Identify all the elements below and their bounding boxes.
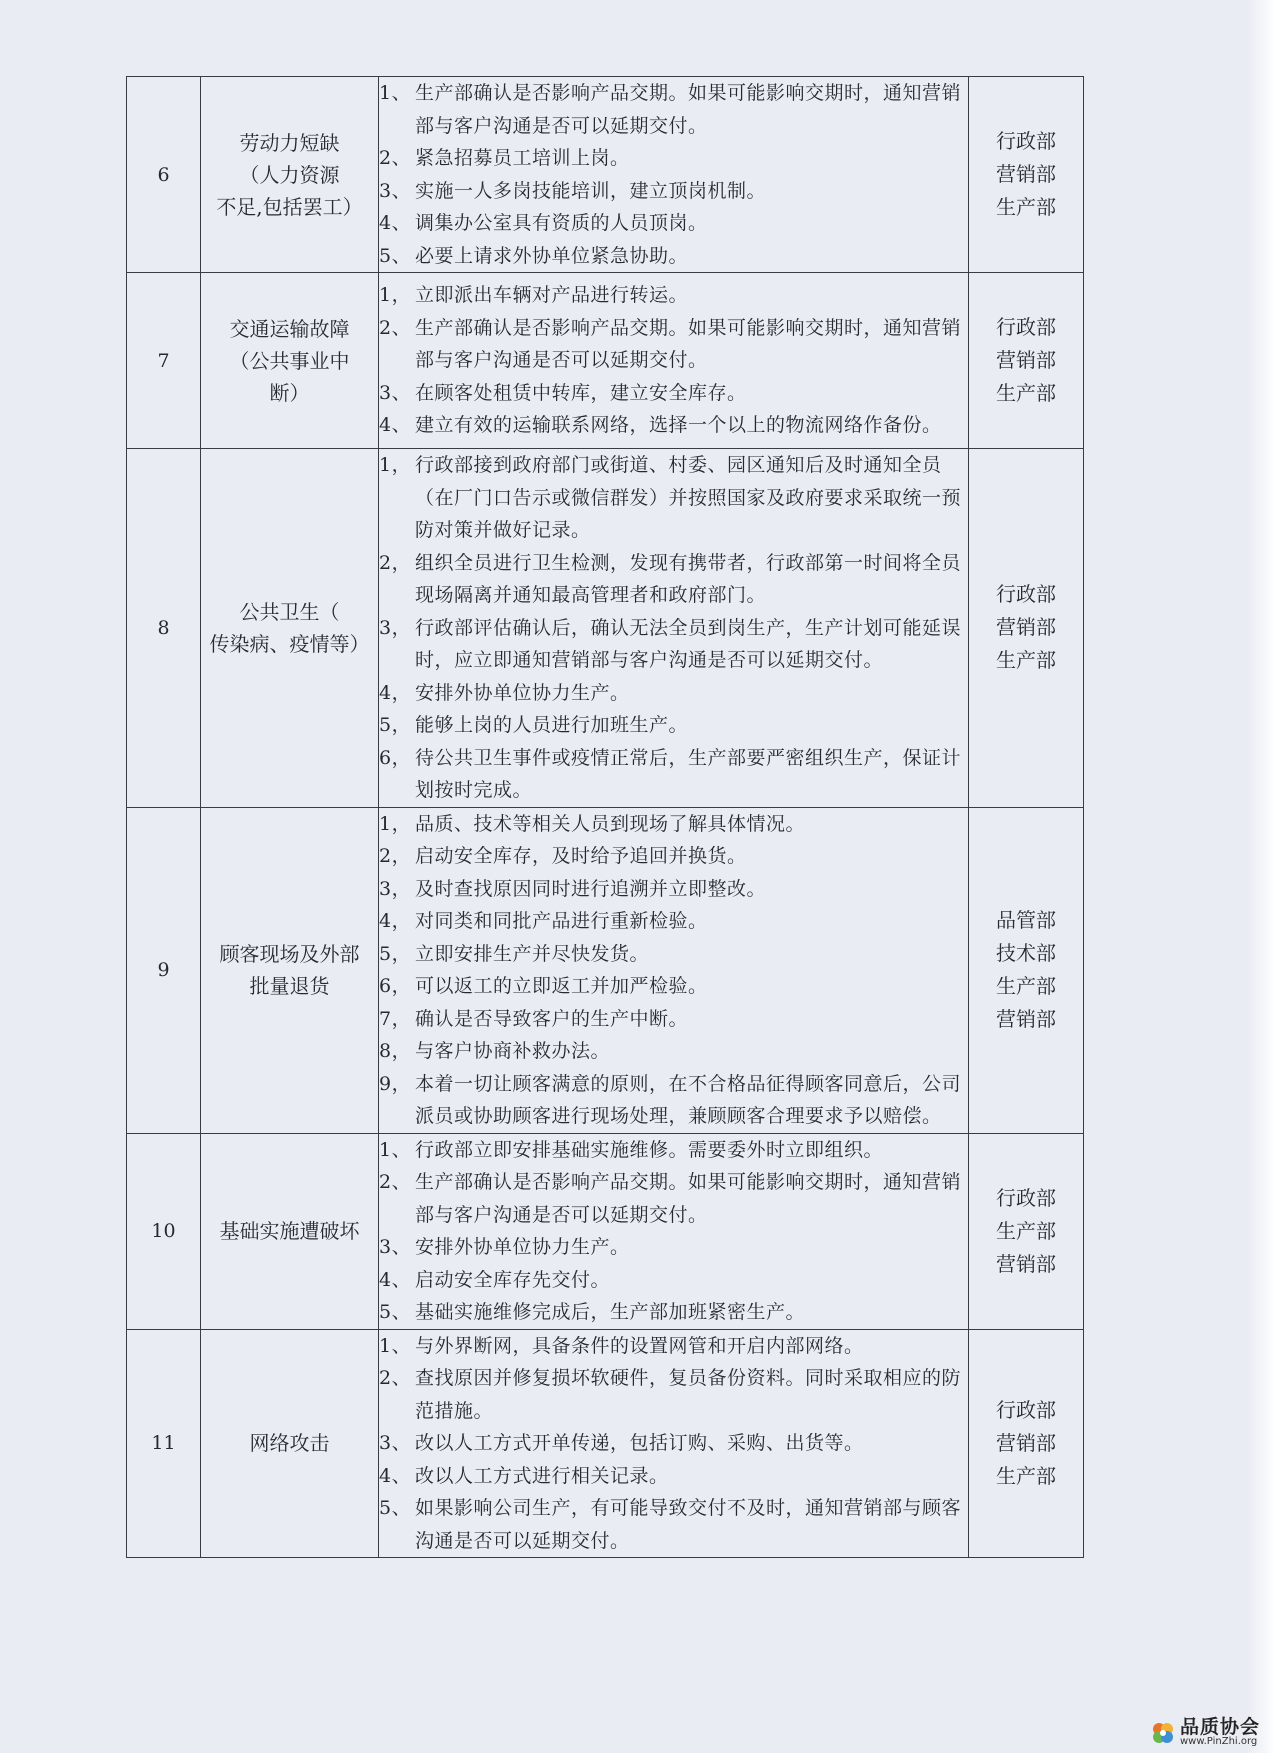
measure-index: 7， xyxy=(379,1007,412,1030)
department-cell xyxy=(969,273,1084,449)
measure-index: 3、 xyxy=(379,381,412,404)
measure-text: 行政部评估确认后，确认无法全员到岗生产，生产计划可能延误时，应立即通知营销部与客户沟通是否可以延期交付。 xyxy=(415,616,962,671)
measure-item xyxy=(379,1003,968,1036)
measure-text: 安排外协单位协力生产。 xyxy=(415,1236,630,1258)
watermark-url: www.PinZhi.org xyxy=(1180,1736,1258,1747)
measure-item xyxy=(379,970,968,1003)
measure-text: 建立有效的运输联系网络，选择一个以上的物流网络作备份。 xyxy=(415,414,942,437)
measure-item xyxy=(379,612,968,677)
measure-item xyxy=(379,1166,968,1231)
measure-text: 品质、技术等相关人员到现场了解具体情况。 xyxy=(415,812,806,835)
measure-index: 5、 xyxy=(379,1301,412,1323)
measure-text: 立即派出车辆对产品进行转运。 xyxy=(415,284,689,307)
measure-index: 2， xyxy=(379,845,412,867)
department-cell xyxy=(969,77,1084,273)
measure-index: 6， xyxy=(379,975,412,997)
measure-item xyxy=(379,742,968,807)
watermark-name: 品质协会 xyxy=(1180,1716,1261,1738)
measure-index: 2、 xyxy=(379,316,412,339)
measure-text: 本着一切让顾客满意的原则，在不合格品征得顾客同意后，公司派员或协助顾客进行现场处理，兼顾顾客合理要求予以赔偿。 xyxy=(415,1072,962,1127)
department-name: 营销部 xyxy=(996,348,1056,372)
measure-index: 3， xyxy=(379,616,412,639)
measures-cell xyxy=(379,1329,969,1558)
measures-cell xyxy=(379,273,969,449)
measure-text: 行政部立即安排基础实施维修。需要委外时立即组织。 xyxy=(415,1138,884,1161)
measure-text: 生产部确认是否影响产品交期。如果可能影响交期时，通知营销部与客户沟通是否可以延期交付。 xyxy=(415,82,962,137)
risk-cell xyxy=(201,1133,379,1329)
risk-line: 劳动力短缺 xyxy=(239,130,340,155)
department-name: 行政部 xyxy=(996,582,1056,607)
measure-index: 2、 xyxy=(379,1171,412,1193)
department-name: 行政部 xyxy=(996,315,1056,339)
measure-item xyxy=(379,1134,968,1167)
row-number: 7 xyxy=(127,273,201,449)
measure-text: 行政部接到政府部门或街道、村委、园区通知后及时通知全员（在厂门口告示或微信群发）并按照国家及政府要求采取统一预防对策并做好记录。 xyxy=(415,454,962,541)
measure-text: 查找原因并修复损坏软硬件，复员备份资料。同时采取相应的防范措施。 xyxy=(415,1367,962,1422)
measure-index: 4、 xyxy=(379,1464,412,1487)
risk-line: （人力资源 xyxy=(239,162,340,187)
row-number: 11 xyxy=(127,1329,201,1558)
measure-index: 3、 xyxy=(379,179,412,202)
measures-cell xyxy=(379,77,969,273)
measure-item xyxy=(379,142,968,175)
department-name: 营销部 xyxy=(996,1007,1056,1031)
risk-cell xyxy=(201,1329,379,1558)
measure-index: 4、 xyxy=(379,212,412,234)
measure-text: 生产部确认是否影响产品交期。如果可能影响交期时，通知营销部与客户沟通是否可以延期交付。 xyxy=(415,1171,962,1226)
measure-index: 3， xyxy=(379,877,412,900)
measure-index: 4、 xyxy=(379,1268,412,1291)
measure-text: 确认是否导致客户的生产中断。 xyxy=(415,1007,689,1030)
table-row xyxy=(127,1329,1084,1558)
measure-index: 1、 xyxy=(379,82,412,104)
department-name: 行政部 xyxy=(996,129,1056,153)
department-name: 行政部 xyxy=(996,1397,1056,1422)
measure-index: 9， xyxy=(379,1072,412,1095)
measure-index: 2、 xyxy=(379,1367,412,1389)
department-name: 生产部 xyxy=(996,381,1056,405)
measure-item xyxy=(379,77,968,142)
measure-text: 能够上岗的人员进行加班生产。 xyxy=(415,714,689,736)
measure-item xyxy=(379,1035,968,1068)
measure-item xyxy=(379,1427,968,1460)
department-cell xyxy=(969,807,1084,1133)
row-number: 9 xyxy=(127,807,201,1133)
table-row xyxy=(127,807,1084,1133)
measure-item xyxy=(379,279,968,312)
measure-item xyxy=(379,808,968,841)
measure-text: 必要上请求外协单位紧急协助。 xyxy=(415,244,689,267)
department-name: 行政部 xyxy=(996,1185,1056,1210)
risk-cell xyxy=(201,449,379,808)
measure-text: 立即安排生产并尽快发货。 xyxy=(415,942,650,965)
measure-item xyxy=(379,547,968,612)
risk-line: 顾客现场及外部 xyxy=(219,942,360,966)
measure-item xyxy=(379,175,968,208)
risk-cell xyxy=(201,77,379,273)
measure-index: 3、 xyxy=(379,1236,412,1258)
measure-text: 如果影响公司生产，有可能导致交付不及时，通知营销部与顾客沟通是否可以延期交付。 xyxy=(415,1497,962,1552)
measure-item xyxy=(379,1492,968,1557)
department-name: 营销部 xyxy=(996,615,1056,640)
table-row xyxy=(127,1133,1084,1329)
measure-index: 1， xyxy=(379,284,412,307)
risk-line: 基础实施遭破坏 xyxy=(219,1219,360,1243)
measure-text: 待公共卫生事件或疫情正常后，生产部要严密组织生产，保证计划按时完成。 xyxy=(415,746,962,801)
measures-cell xyxy=(379,807,969,1133)
measure-index: 4， xyxy=(379,681,412,704)
risk-cell xyxy=(201,273,379,449)
department-name: 营销部 xyxy=(996,1430,1056,1455)
measure-index: 1、 xyxy=(379,1138,412,1161)
measure-text: 启动安全库存先交付。 xyxy=(415,1268,611,1291)
table-row xyxy=(127,273,1084,449)
measure-item xyxy=(379,1330,968,1363)
measure-index: 6， xyxy=(379,746,412,769)
measure-text: 在顾客处租赁中转库，建立安全库存。 xyxy=(415,381,747,404)
risk-line: 断） xyxy=(269,380,310,405)
risk-line: 公共卫生（ xyxy=(239,599,340,624)
department-cell xyxy=(969,449,1084,808)
measure-text: 实施一人多岗技能培训，建立顶岗机制。 xyxy=(415,179,767,202)
measure-index: 8， xyxy=(379,1040,412,1062)
measure-text: 改以人工方式开单传递，包括订购、采购、出货等。 xyxy=(415,1432,864,1454)
measure-text: 基础实施维修完成后，生产部加班紧密生产。 xyxy=(415,1301,806,1323)
measure-text: 可以返工的立即返工并加严检验。 xyxy=(415,975,708,997)
measure-item xyxy=(379,1068,968,1133)
measure-index: 2， xyxy=(379,551,412,574)
contingency-table-container xyxy=(126,76,1083,1558)
measure-item xyxy=(379,709,968,742)
measure-text: 对同类和同批产品进行重新检验。 xyxy=(415,910,708,932)
measure-text: 改以人工方式进行相关记录。 xyxy=(415,1464,669,1487)
measure-index: 5， xyxy=(379,714,412,736)
measure-text: 与客户协商补救办法。 xyxy=(415,1040,611,1062)
page-edge xyxy=(1247,0,1275,1753)
measure-item xyxy=(379,677,968,710)
measure-item xyxy=(379,377,968,410)
measure-text: 及时查找原因同时进行追溯并立即整改。 xyxy=(415,877,767,900)
measure-text: 调集办公室具有资质的人员顶岗。 xyxy=(415,212,708,234)
department-name: 生产部 xyxy=(996,648,1056,673)
table-body xyxy=(127,77,1084,1558)
measure-index: 5、 xyxy=(379,1497,412,1519)
measure-index: 3、 xyxy=(379,1432,412,1454)
measure-index: 1， xyxy=(379,454,412,476)
measure-index: 5、 xyxy=(379,244,412,267)
measure-item xyxy=(379,840,968,873)
measure-text: 生产部确认是否影响产品交期。如果可能影响交期时，通知营销部与客户沟通是否可以延期交付。 xyxy=(415,316,962,372)
measure-item xyxy=(379,449,968,547)
measure-index: 5， xyxy=(379,942,412,965)
risk-cell xyxy=(201,807,379,1133)
measures-cell xyxy=(379,449,969,808)
department-name: 生产部 xyxy=(996,1218,1056,1243)
measure-text: 紧急招募员工培训上岗。 xyxy=(415,147,630,169)
measure-index: 4、 xyxy=(379,414,412,437)
department-name: 技术部 xyxy=(996,941,1056,965)
row-number: 8 xyxy=(127,449,201,808)
measure-item xyxy=(379,938,968,971)
department-name: 品管部 xyxy=(996,908,1056,932)
row-number: 6 xyxy=(127,77,201,273)
measure-text: 组织全员进行卫生检测，发现有携带者，行政部第一时间将全员现场隔离并通知最高管理者和政府部门。 xyxy=(415,551,962,606)
measures-cell xyxy=(379,1133,969,1329)
risk-line: 不足,包括罢工） xyxy=(216,194,363,219)
department-name: 生产部 xyxy=(996,195,1056,219)
measure-item xyxy=(379,409,968,442)
measure-item xyxy=(379,1362,968,1427)
contingency-table xyxy=(126,76,1084,1558)
measure-item xyxy=(379,1460,968,1493)
department-name: 营销部 xyxy=(996,162,1056,186)
measure-item xyxy=(379,207,968,240)
measure-item xyxy=(379,1296,968,1329)
measure-item xyxy=(379,905,968,938)
risk-line: 网络攻击 xyxy=(249,1431,330,1456)
measure-text: 启动安全库存，及时给予追回并换货。 xyxy=(415,845,747,867)
department-name: 生产部 xyxy=(996,974,1056,998)
measure-item xyxy=(379,1231,968,1264)
measure-item xyxy=(379,312,968,377)
measure-text: 与外界断网，具备条件的设置网管和开启内部网络。 xyxy=(415,1334,864,1357)
table-row xyxy=(127,77,1084,273)
measure-index: 1、 xyxy=(379,1334,412,1357)
measure-item xyxy=(379,873,968,906)
measure-item xyxy=(379,240,968,273)
risk-line: 批量退货 xyxy=(249,974,330,998)
department-cell xyxy=(969,1329,1084,1558)
measure-index: 2、 xyxy=(379,147,412,169)
measure-index: 4， xyxy=(379,910,412,932)
watermark-logo xyxy=(1150,1712,1270,1750)
measure-index: 1， xyxy=(379,812,412,835)
department-name: 生产部 xyxy=(996,1463,1056,1488)
risk-line: （公共事业中 xyxy=(229,348,350,373)
risk-line: 交通运输故障 xyxy=(229,316,350,341)
measure-item xyxy=(379,1264,968,1297)
measure-text: 安排外协单位协力生产。 xyxy=(415,681,630,704)
row-number: 10 xyxy=(127,1133,201,1329)
department-cell xyxy=(969,1133,1084,1329)
table-row xyxy=(127,449,1084,808)
department-name: 营销部 xyxy=(996,1251,1056,1276)
flower-logo-icon xyxy=(1150,1720,1176,1746)
risk-line: 传染病、疫情等） xyxy=(209,631,370,656)
